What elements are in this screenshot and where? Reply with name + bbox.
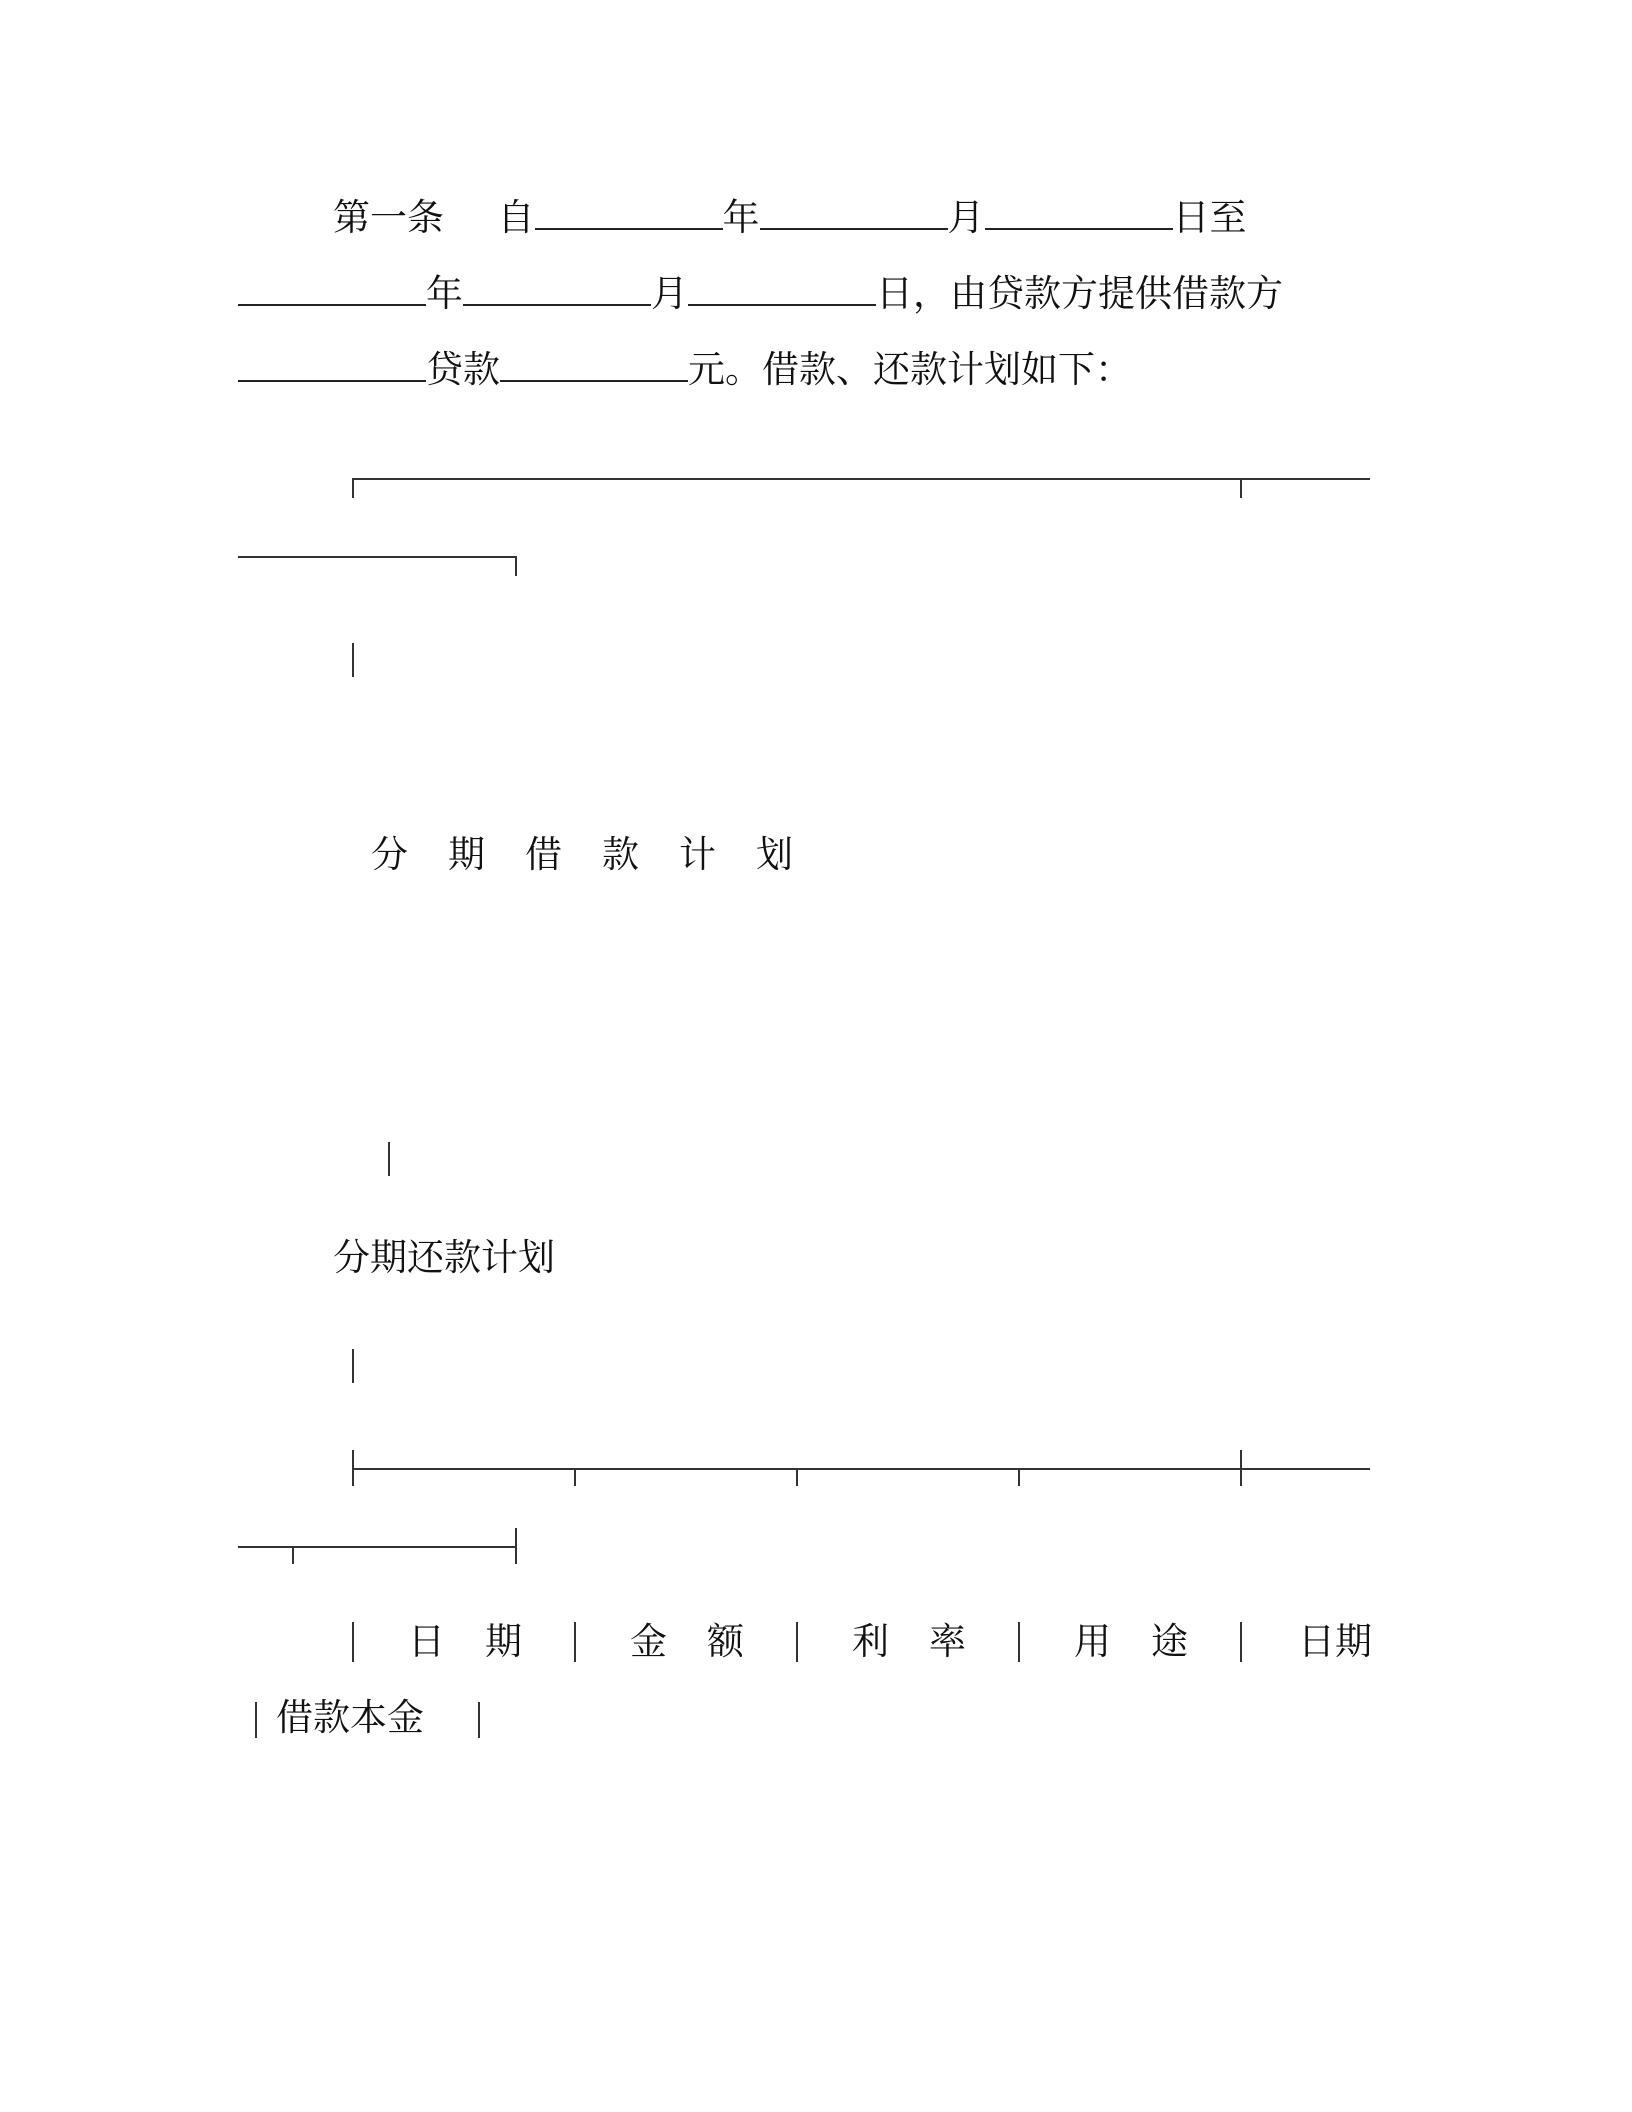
- article-year: 年: [722, 196, 760, 239]
- table-border-tick: [352, 643, 354, 677]
- table-border-top-2: [352, 1468, 1370, 1470]
- table-border-tick: [352, 1450, 354, 1486]
- table-col-separator: [478, 1702, 480, 1738]
- table-border-tick: [515, 556, 517, 576]
- table-border-tick: [1018, 1468, 1020, 1486]
- table-border-tick: [1240, 478, 1242, 498]
- table-border-tick: [292, 1546, 294, 1564]
- blank-field: [535, 198, 723, 230]
- table-col-separator: [796, 1622, 798, 1662]
- table-border-line: [238, 556, 516, 558]
- loan-plan-title: 分期借款计划: [371, 833, 833, 876]
- article-line-2: [238, 272, 1283, 316]
- table-border-tick: [352, 478, 354, 498]
- table-border-top: [352, 478, 1370, 480]
- blank-field: [985, 198, 1173, 230]
- article-line-3: [238, 348, 1132, 392]
- header-rate: 利率: [852, 1620, 1006, 1663]
- header-purpose: 用途: [1074, 1620, 1228, 1663]
- article-day-to: 日至: [1172, 196, 1247, 239]
- header-amount: 金额: [630, 1620, 784, 1663]
- header-principal: 借款本金: [276, 1696, 424, 1739]
- header-date-2: 日期: [1298, 1620, 1372, 1663]
- table-col-separator: [1240, 1622, 1242, 1662]
- blank-field: [238, 274, 426, 306]
- table-border-tick: [352, 1349, 354, 1383]
- blank-field: [688, 274, 876, 306]
- article-loan: 贷款: [426, 348, 500, 391]
- table-col-separator: [255, 1702, 257, 1738]
- article-label: 第一条: [333, 196, 444, 239]
- table-border-tick: [574, 1468, 576, 1486]
- article-line-1: [333, 196, 1247, 240]
- blank-field: [238, 350, 426, 382]
- table-border-line-2: [238, 1546, 516, 1548]
- table-border-tick: [515, 1528, 517, 1564]
- table-col-separator: [1018, 1622, 1020, 1662]
- table-col-separator: [574, 1622, 576, 1662]
- blank-field: [463, 274, 651, 306]
- table-border-tick: [1240, 1450, 1242, 1486]
- blank-field: [500, 350, 688, 382]
- table-border-tick: [388, 1142, 390, 1176]
- article-month-2: 月: [651, 272, 688, 315]
- article-from: 自: [497, 196, 535, 239]
- repay-plan-title: 分期还款计划: [333, 1236, 555, 1279]
- blank-field: [760, 198, 948, 230]
- article-month: 月: [947, 196, 985, 239]
- article-day-comma: 日，由贷款方提供借款方: [876, 272, 1283, 315]
- table-col-separator: [352, 1622, 354, 1662]
- table-border-tick: [796, 1468, 798, 1486]
- article-yuan-plan: 元。借款、还款计划如下：: [688, 348, 1132, 391]
- article-year-2: 年: [426, 272, 463, 315]
- header-date: 日期: [408, 1620, 562, 1663]
